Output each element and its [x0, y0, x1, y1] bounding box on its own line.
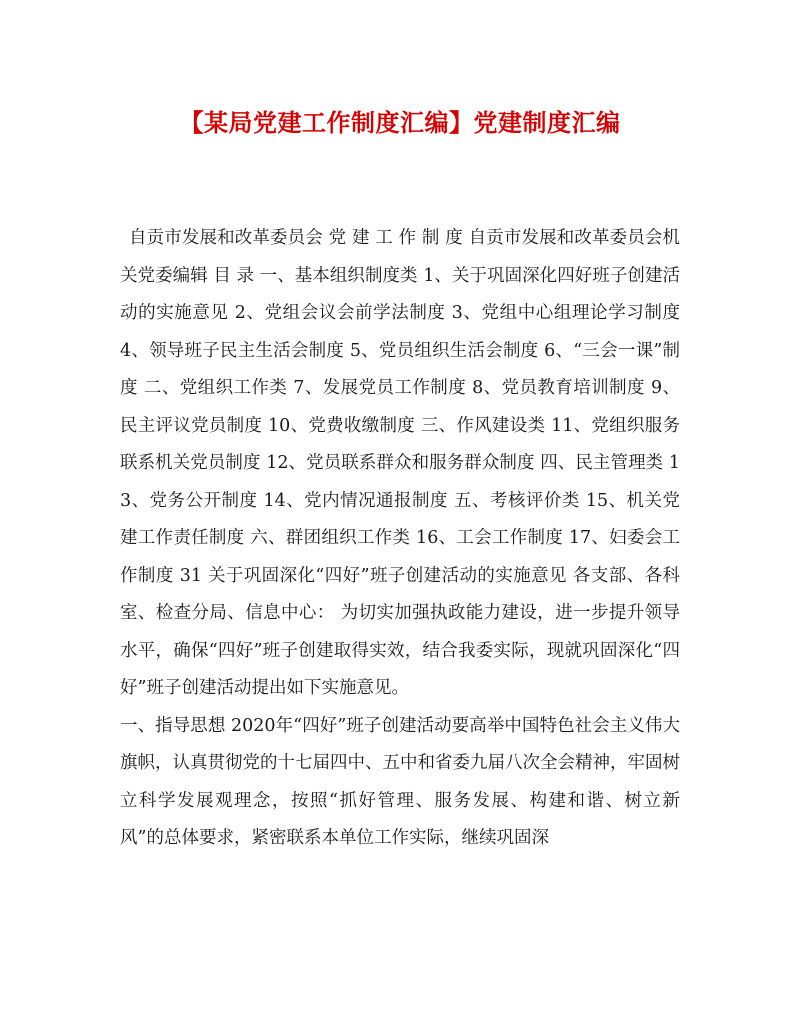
document-title: 【某局党建工作制度汇编】党建制度汇编	[179, 108, 621, 137]
document-body	[120, 220, 680, 858]
body-paragraph: 自贡市发展和改革委员会 党 建 工 作 制 度 自贡市发展和改革委员会机关党委编辑 目 录 一、基本组织制度类 1、关于巩固深化四好班子创建活动的实施意见 2、党组会议会前学法制度 3、党组中心组理论学习制度 4、领导班子民主生活会制度 5、党员组织生活会制度 6、“三会一课”制度 二、党组织工作类 7、发展党员工作制度 8、党员教育培训制度 9、民主评议党员制度 10、党费收缴制度 三、作风建设类 11、党组织服务联系机关党员制度 12、党员联系群众和服务群众制度 四、民主管理类 13、党务公开制度 14、党内情况通报制度 五、考核评价类 15、机关党建工作责任制度 六、群团组织工作类 16、工会工作制度 17、妇委会工作制度 31 关于巩固深化“四好”班子创建活动的实施意见 各支部、各科室、检查分局、信息中心： 为切实加强执政能力建设，进一步提升领导水平，确保“四好”班子创建取得实效，结合我委实际，现就巩固深化“四好”班子创建活动提出如下实施意见。	[120, 228, 680, 698]
body-paragraph: 一、指导思想 2020年“四好”班子创建活动要高举中国特色社会主义伟大旗帜，认真贯彻党的十七届四中、五中和省委九届八次全会精神，牢固树立科学发展观理念，按照“抓好管理、服务发展、构建和谐、树立新风”的总体要求，紧密联系本单位工作实际，继续巩固深	[120, 715, 680, 848]
